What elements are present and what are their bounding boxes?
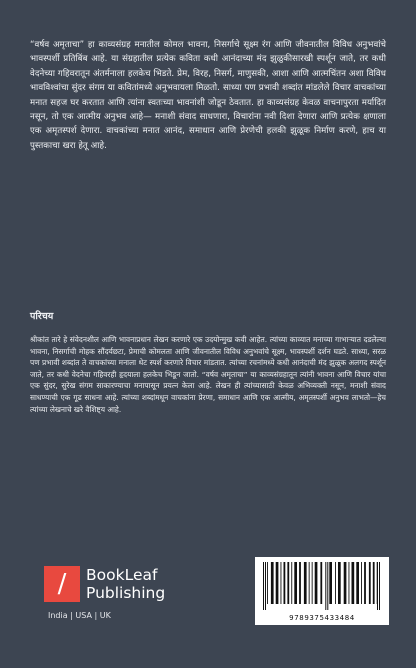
barcode-bar [335,562,336,604]
barcode-bars [261,562,383,610]
barcode-bar [263,562,264,610]
publisher-name [86,566,165,602]
barcode-bar [325,562,326,610]
barcode-bar [271,562,274,604]
barcode-bar [344,562,347,604]
barcode-bar [377,562,378,610]
barcode-bar [294,562,297,604]
author-intro-text: श्रीकांत तारे हे संवेदनशील आणि भावनाप्रधान लेखन करणारे एक उदयोन्मुख कवी आहेत. त्यांच्या काव्यात मनाच्या गाभाऱ्यात दडलेल्या भावना, निसर्गाची मोहक सौंदर्यछटा, प्रेमाची कोमलता आणि जीवनातील विविध अनुभवांचे सूक्ष्म, भावस्पर्शी दर्शन घडते. साध्या, सरळ पण प्रभावी शब्दांत ते वाचकांच्या मनाला थेट स्पर्श करणारे विचार मांडतात. त्यांच्या रचनांमध्ये कधी आनंदाची मंद झुळूक अलगद स्पर्शून जाते, तर कधी वेदनेचा गहिवरही हृदयाला हलकेच भिडून जातो. “वर्षव अमृताचा” या काव्यसंग्रहातून त्यांनी भावना आणि विचार यांचा एक सुंदर, सुरेख संगम साकारण्याचा मनापासून प्रयत्न केला आहे. लेखन ही त्यांच्यासाठी केवळ अभिव्यक्ती नसून, मनाशी संवाद साधण्याची एक गूढ साधना आहे. त्यांच्या शब्दांमधून वाचकांना प्रेरणा, समाधान आणि एक आत्मीय, अमृतस्पर्शी अनुभव लाभतो—हेच त्यांच्या लेखनाचे खरे वैशिष्ट्य आहे. [30,335,386,414]
barcode-bar [327,562,328,610]
barcode-bar [309,562,310,604]
barcode-bar [265,562,266,610]
barcode-bar [267,562,268,604]
author-intro-heading: परिचय [30,311,54,322]
isbn-number: 9789375433484 [289,613,355,622]
back-cover-blurb: “वर्षव अमृताचा” हा काव्यसंग्रह मनातील कोमल भावना, निसर्गाचे सूक्ष्म रंग आणि जीवनातील विविध अनुभवांचे भावस्पर्शी प्रतिबिंब आहे. या संग्रहातील प्रत्येक कविता कधी आनंदाच्या मंद झुळुकीसारखी स्पर्शून जाते, तर कधी वेदनेच्या गहिवरातून अंतर्मनाला हलकेच भिडते. प्रेम, विरह, निसर्ग, माणुसकी, आशा आणि आत्मचिंतन अशा विविध भावविश्वांचा सुंदर संगम या कवितांमध्ये अनुभवायला मिळतो. साध्या पण प्रभावी शब्दांत मांडलेले विचार वाचकांच्या मनात सहज घर करतात आणि त्यांना स्वतःच्या भावनांशी जोडून ठेवतात. हा काव्यसंग्रह केवळ वाचनापुरता मर्यादित नसून, तो एक आत्मीय अनुभव आहे— मनाशी संवाद साधणारा, विचारांना नवी दिशा देणारा आणि प्रत्येक क्षणाला एक अमृतस्पर्श देणारा. वाचकांच्या मनात आनंद, समाधान आणि प्रेरणेची हलकी झुळूक निर्माण करणे, हाच या पुस्तकाचा खरा हेतू आहे. [30,40,386,151]
barcode-bar [287,562,289,604]
publisher-name-line1: BookLeaf [86,566,158,584]
barcode-bar [349,562,350,604]
barcode-bar [284,562,286,604]
barcode-bar [281,562,282,604]
publisher-name-line2: Publishing [86,584,166,602]
isbn-barcode [255,557,389,625]
barcode-bar [299,562,301,604]
barcode-bar [356,562,359,604]
barcode-bar [304,562,307,604]
publisher-block [44,566,204,626]
barcode-bar [379,562,380,610]
barcode-bar [315,562,318,604]
barcode-bar [369,562,371,604]
barcode-bar [352,562,355,604]
barcode-bar [373,562,375,604]
logo-slash-glyph: / [57,569,67,599]
barcode-bar [338,562,341,604]
barcode-bar [329,562,332,604]
barcode-bar [320,562,322,604]
barcode-bar [364,562,366,604]
barcode-bar [291,562,292,604]
barcode-bar [361,562,362,604]
barcode-bar [276,562,279,604]
bookleaf-logo-icon [44,566,80,602]
barcode-bar [312,562,313,604]
publisher-locations: India | USA | UK [48,611,111,620]
